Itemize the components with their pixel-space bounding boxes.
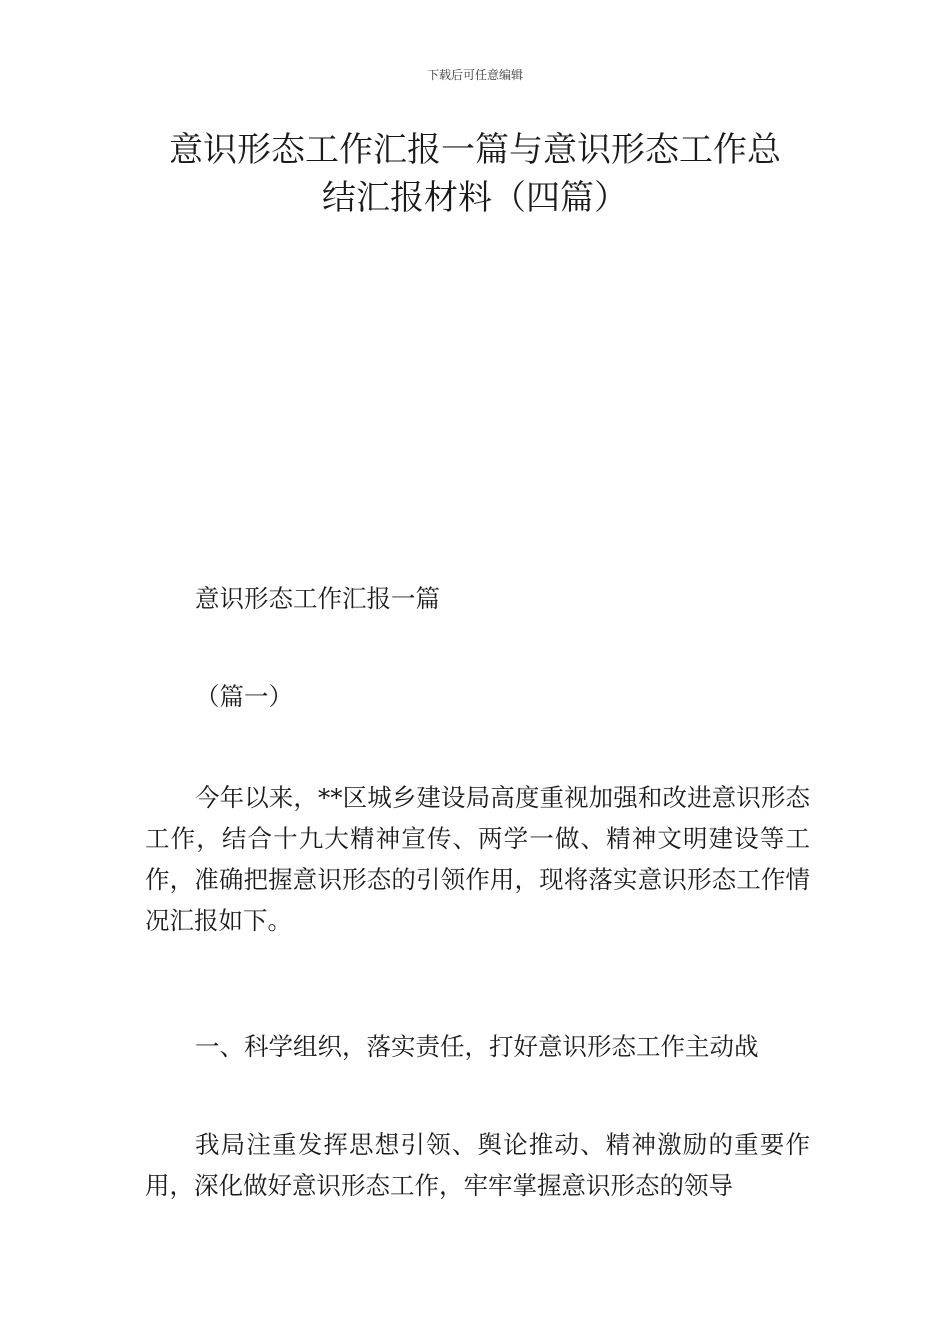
page-header-note: 下载后可任意编辑 [426,68,523,82]
part-label: （篇一） [195,682,293,711]
paragraph-one: 我局注重发挥思想引领、舆论推动、精神激励的重要作用，深化做好意识形态工作，牢牢掌握意识形态的领导 [145,1130,810,1200]
document-title [120,126,830,222]
heading-one: 一、科学组织，落实责任，打好意识形态工作主动战 [195,1032,759,1061]
section-heading: 意识形态工作汇报一篇 [195,584,440,613]
document-title-line-1: 意识形态工作汇报一篇与意识形态工作总 [169,130,781,170]
intro-paragraph: 今年以来，**区城乡建设局高度重视加强和改进意识形态工作，结合十九大精神宣传、两学一做、精神文明建设等工作，准确把握意识形态的引领作用，现将落实意识形态工作情况汇报如下。 [145,783,810,935]
document-title-line-2: 结汇报材料（四篇） [322,178,628,218]
